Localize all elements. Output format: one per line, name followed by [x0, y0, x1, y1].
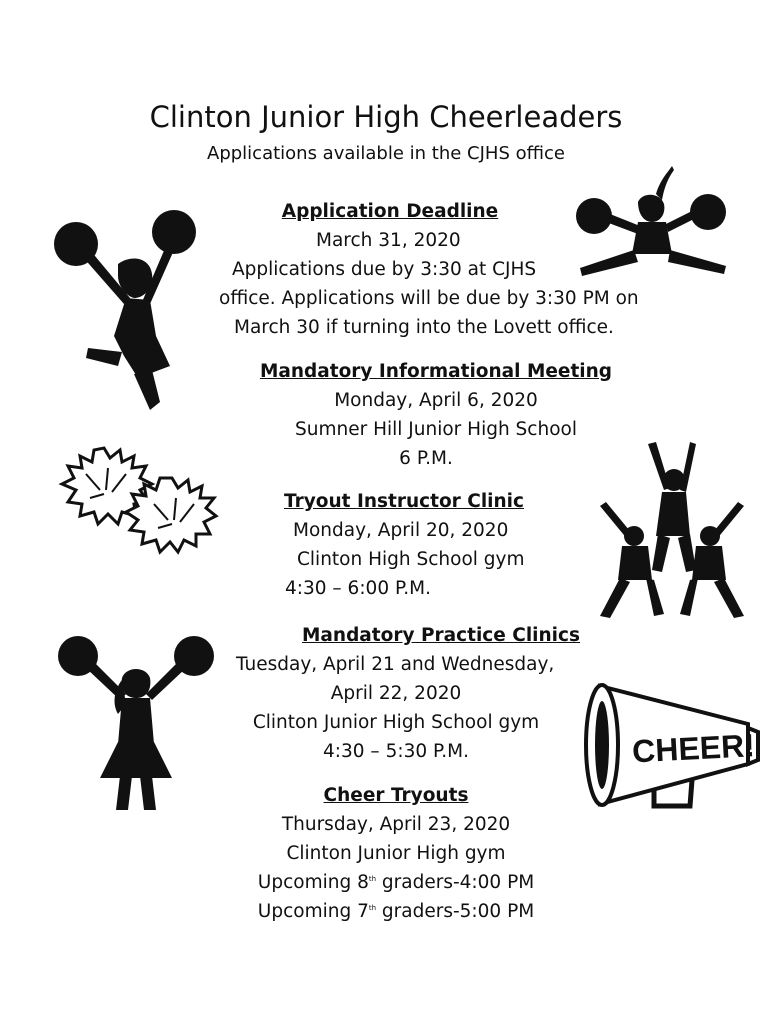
practice-heading: Mandatory Practice Clinics — [302, 625, 580, 646]
practice-location: Clinton Junior High School gym — [252, 712, 540, 733]
practice-time: 4:30 – 5:30 P.M. — [323, 741, 469, 762]
jumping-cheerleader-image — [52, 206, 202, 412]
tryouts-8th-graders: Upcoming 8th graders-4:00 PM — [257, 872, 535, 893]
clinic-date: Monday, April 20, 2020 — [293, 520, 509, 541]
meeting-date: Monday, April 6, 2020 — [334, 390, 538, 411]
tryouts-location: Clinton Junior High gym — [286, 843, 506, 864]
application-deadline-heading: Application Deadline — [281, 201, 499, 222]
application-line-1: Applications due by 3:30 at CJHS — [232, 259, 537, 280]
stunt-pyramid-image — [594, 440, 750, 620]
application-deadline-date: March 31, 2020 — [316, 230, 461, 251]
cheer-megaphone-image — [580, 676, 762, 812]
clinic-location: Clinton High School gym — [297, 549, 525, 570]
page-subtitle: Applications available in the CJHS office — [207, 143, 565, 164]
standing-cheerleader-image — [56, 634, 216, 814]
meeting-location: Sumner Hill Junior High School — [295, 419, 577, 440]
application-line-2: office. Applications will be due by 3:30 PM on — [219, 288, 639, 309]
page-title: Clinton Junior High Cheerleaders — [149, 100, 623, 134]
toe-touch-cheerleader-image — [576, 166, 732, 282]
tryouts-heading: Cheer Tryouts — [323, 785, 469, 806]
pom-poms-image — [56, 444, 218, 560]
practice-date-line-1: Tuesday, April 21 and Wednesday, — [236, 654, 555, 675]
clinic-heading: Tryout Instructor Clinic — [284, 491, 524, 512]
megaphone-label: CHEER! — [631, 727, 756, 770]
practice-date-line-2: April 22, 2020 — [330, 683, 462, 704]
meeting-time: 6 P.M. — [399, 448, 453, 469]
meeting-heading: Mandatory Informational Meeting — [259, 361, 613, 382]
tryouts-7th-graders: Upcoming 7th graders-5:00 PM — [257, 901, 535, 922]
tryouts-date: Thursday, April 23, 2020 — [281, 814, 511, 835]
clinic-time: 4:30 – 6:00 P.M. — [285, 578, 431, 599]
application-line-3: March 30 if turning into the Lovett office. — [234, 317, 614, 338]
